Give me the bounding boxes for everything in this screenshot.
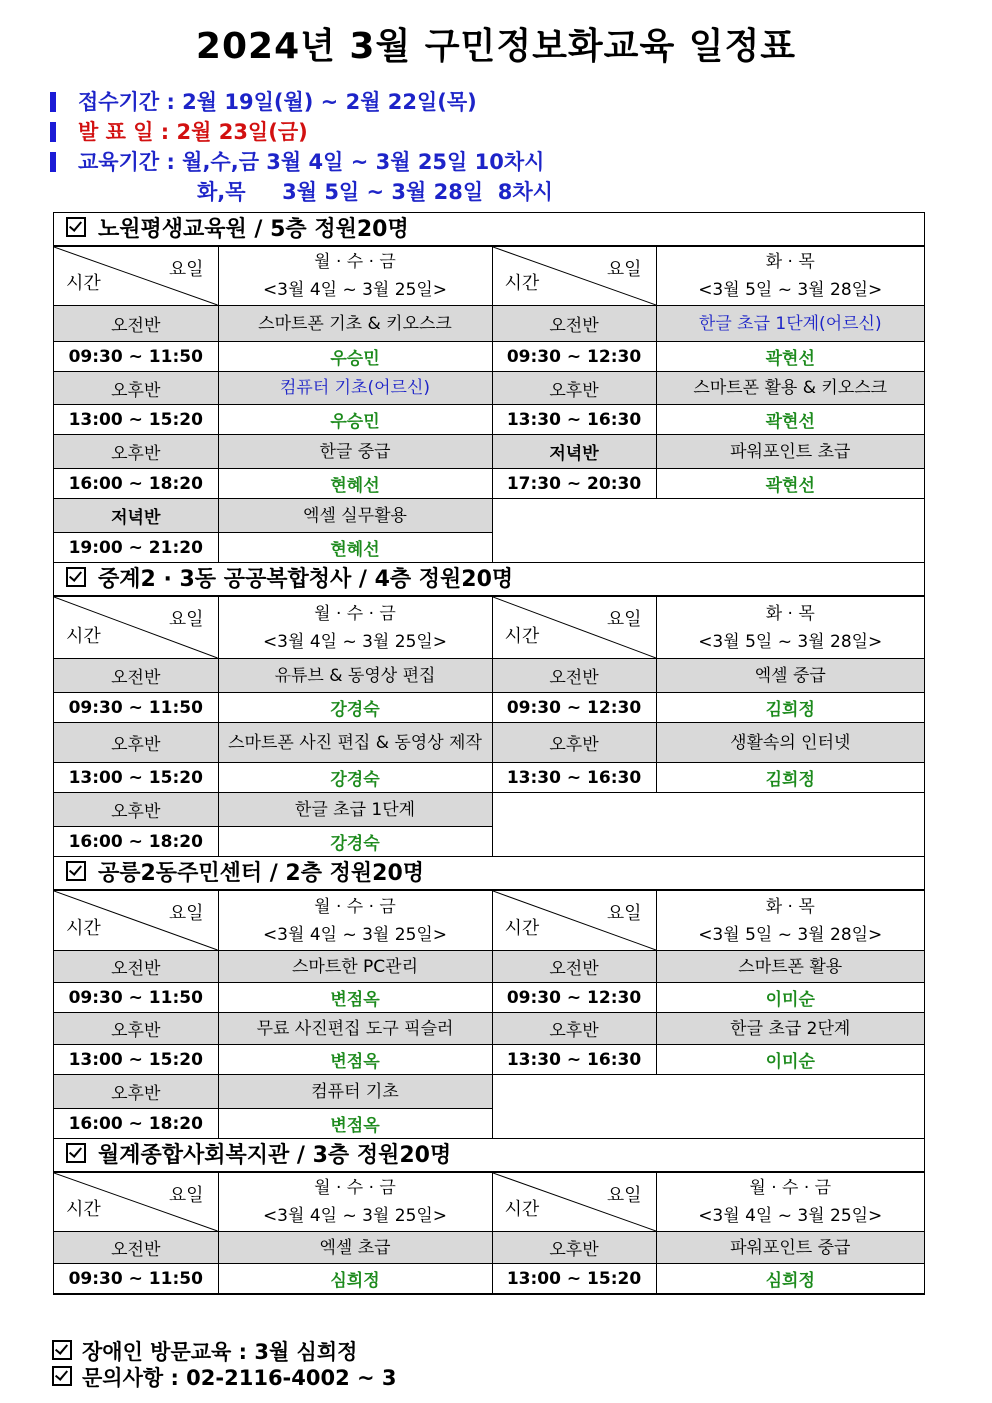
section-title xyxy=(54,1139,924,1172)
header-weekdays: 화 · 목 xyxy=(765,896,815,917)
course-name: 컴퓨터 기초 xyxy=(218,1075,492,1109)
session-label: 오후반 xyxy=(54,372,218,405)
header-corner xyxy=(492,597,656,659)
header-corner xyxy=(54,247,218,306)
header-corner xyxy=(54,597,218,659)
header-weekdays: 월 · 수 · 금 xyxy=(314,603,396,624)
instructor-name: 김희정 xyxy=(656,693,924,723)
header-days xyxy=(656,1173,924,1232)
header-weekdays: 월 · 수 · 금 xyxy=(749,1178,832,1198)
header-time-label: 시간 xyxy=(504,1199,540,1220)
empty-cell xyxy=(492,499,924,563)
course-name: 파워포인트 초급 xyxy=(656,435,924,469)
header-day-label: 요일 xyxy=(606,903,642,924)
empty-cell xyxy=(492,793,924,857)
instructor-name: 강경숙 xyxy=(218,827,492,857)
header-dates: <3월 5일 ~ 3월 28일> xyxy=(698,280,883,300)
session-label: 오전반 xyxy=(54,306,218,342)
course-name: 엑셀 중급 xyxy=(656,659,924,693)
section-name: 공릉2동주민센터 / 2층 정원20명 xyxy=(98,861,425,886)
instructor-name: 곽현선 xyxy=(656,342,924,372)
empty-cell xyxy=(492,1075,924,1139)
course-name: 한글 초급 1단계 xyxy=(218,793,492,827)
header-time-label: 시간 xyxy=(504,918,540,939)
header-corner xyxy=(54,1173,218,1232)
instructor-name: 이미순 xyxy=(656,983,924,1013)
header-dates: <3월 4일 ~ 3월 25일> xyxy=(262,631,448,652)
time-range: 09:30 ~ 12:30 xyxy=(492,693,656,723)
section xyxy=(54,1139,924,1294)
footer-visit: 장애인 방문교육 : 3월 심희정 xyxy=(52,1336,357,1366)
instructor-name: 우승민 xyxy=(218,405,492,435)
instructor-name: 곽현선 xyxy=(656,469,924,499)
section-title xyxy=(54,213,924,246)
header-dates: <3월 4일 ~ 3월 25일> xyxy=(698,1206,883,1226)
schedule-table xyxy=(53,212,925,1295)
header-day-label: 요일 xyxy=(606,1185,642,1206)
header-day-label: 요일 xyxy=(168,1185,204,1206)
course-name: 스마트폰 활용 & 키오스크 xyxy=(656,372,924,405)
session-label: 오전반 xyxy=(492,659,656,693)
header-days xyxy=(218,597,492,659)
header-days xyxy=(656,891,924,951)
time-range: 09:30 ~ 12:30 xyxy=(492,342,656,372)
header-time-label: 시간 xyxy=(66,273,101,294)
instructor-name: 강경숙 xyxy=(218,763,492,793)
header-dates: <3월 4일 ~ 3월 25일> xyxy=(262,280,448,300)
course-name: 유튜브 & 동영상 편집 xyxy=(218,659,492,693)
info-apply-period: 접수기간 : 2월 19일(월) ~ 2월 22일(목) xyxy=(50,86,477,116)
checkbox-icon xyxy=(52,1366,72,1386)
instructor-name: 심희정 xyxy=(218,1264,492,1294)
header-corner xyxy=(492,247,656,306)
time-range: 13:30 ~ 16:30 xyxy=(492,405,656,435)
section-name: 월계종합사회복지관 / 3층 정원20명 xyxy=(98,1143,452,1168)
instructor-name: 우승민 xyxy=(218,342,492,372)
instructor-name: 이미순 xyxy=(656,1045,924,1075)
session-label: 저녁반 xyxy=(492,435,656,469)
course-name: 컴퓨터 기초(어르신) xyxy=(218,372,492,405)
session-label: 오후반 xyxy=(492,1232,656,1264)
session-label: 오전반 xyxy=(54,951,218,983)
session-label: 오후반 xyxy=(54,793,218,827)
bullet-bar xyxy=(50,152,56,172)
time-range: 09:30 ~ 11:50 xyxy=(54,342,218,372)
session-label: 오후반 xyxy=(54,1013,218,1045)
course-name: 스마트한 PC관리 xyxy=(218,951,492,983)
time-range: 09:30 ~ 11:50 xyxy=(54,1264,218,1294)
course-name: 스마트폰 활용 xyxy=(656,951,924,983)
course-name: 엑셀 초급 xyxy=(218,1232,492,1264)
section xyxy=(54,213,924,563)
header-days xyxy=(218,1173,492,1232)
instructor-name: 곽현선 xyxy=(656,405,924,435)
header-corner xyxy=(54,891,218,951)
header-day-label: 요일 xyxy=(168,609,204,630)
session-label: 오전반 xyxy=(54,1232,218,1264)
course-name: 무료 사진편집 도구 픽슬러 xyxy=(218,1013,492,1045)
time-range: 19:00 ~ 21:20 xyxy=(54,533,218,563)
checkbox-icon xyxy=(66,861,86,881)
header-time-label: 시간 xyxy=(504,626,540,647)
instructor-name: 현혜선 xyxy=(218,533,492,563)
checkbox-icon xyxy=(66,567,86,587)
course-name: 파워포인트 중급 xyxy=(656,1232,924,1264)
session-label: 오후반 xyxy=(54,1075,218,1109)
session-label: 오후반 xyxy=(54,435,218,469)
header-dates: <3월 5일 ~ 3월 28일> xyxy=(698,924,883,945)
header-days xyxy=(656,247,924,306)
instructor-name: 변점옥 xyxy=(218,1109,492,1139)
time-range: 13:00 ~ 15:20 xyxy=(54,405,218,435)
section-name: 중계2 · 3동 공공복합청사 / 4층 정원20명 xyxy=(98,567,514,592)
time-range: 13:30 ~ 16:30 xyxy=(492,763,656,793)
header-weekdays: 화 · 목 xyxy=(765,603,815,624)
header-weekdays: 월 · 수 · 금 xyxy=(314,896,396,917)
header-day-label: 요일 xyxy=(168,259,204,280)
instructor-name: 변점옥 xyxy=(218,983,492,1013)
header-day-label: 요일 xyxy=(168,903,204,924)
section-title xyxy=(54,563,924,596)
time-range: 09:30 ~ 12:30 xyxy=(492,983,656,1013)
header-dates: <3월 4일 ~ 3월 25일> xyxy=(262,924,448,945)
header-days xyxy=(218,891,492,951)
instructor-name: 심희정 xyxy=(656,1264,924,1294)
info-edu-period-2: 화,목 3월 5일 ~ 3월 28일 8차시 xyxy=(197,180,553,204)
course-name: 생활속의 인터넷 xyxy=(656,723,924,763)
time-range: 13:30 ~ 16:30 xyxy=(492,1045,656,1075)
header-time-label: 시간 xyxy=(66,626,101,647)
session-label: 오후반 xyxy=(492,372,656,405)
session-label: 오전반 xyxy=(54,659,218,693)
header-dates: <3월 4일 ~ 3월 25일> xyxy=(262,1206,448,1226)
instructor-name: 현혜선 xyxy=(218,469,492,499)
info-edu-period: 교육기간 : 월,수,금 3월 4일 ~ 3월 25일 10차시 xyxy=(50,146,544,176)
time-range: 13:00 ~ 15:20 xyxy=(492,1264,656,1294)
section xyxy=(54,857,924,1139)
time-range: 09:30 ~ 11:50 xyxy=(54,693,218,723)
course-name: 스마트폰 기초 & 키오스크 xyxy=(218,306,492,342)
course-name: 한글 초급 2단계 xyxy=(656,1013,924,1045)
time-range: 16:00 ~ 18:20 xyxy=(54,1109,218,1139)
header-day-label: 요일 xyxy=(606,609,642,630)
instructor-name: 강경숙 xyxy=(218,693,492,723)
bullet-bar xyxy=(50,122,56,142)
header-weekdays: 월 · 수 · 금 xyxy=(314,252,396,272)
time-range: 13:00 ~ 15:20 xyxy=(54,763,218,793)
header-time-label: 시간 xyxy=(504,273,540,294)
checkbox-icon xyxy=(66,1143,86,1163)
time-range: 13:00 ~ 15:20 xyxy=(54,1045,218,1075)
header-days xyxy=(656,597,924,659)
section-name: 노원평생교육원 / 5층 정원20명 xyxy=(98,217,409,242)
header-dates: <3월 5일 ~ 3월 28일> xyxy=(698,631,883,652)
page-title: 2024년 3월 구민정보화교육 일정표 xyxy=(195,26,797,67)
session-label: 오후반 xyxy=(492,1013,656,1045)
header-weekdays: 월 · 수 · 금 xyxy=(314,1178,396,1198)
course-name: 스마트폰 사진 편집 & 동영상 제작 xyxy=(218,723,492,763)
header-corner xyxy=(492,891,656,951)
session-label: 오전반 xyxy=(492,951,656,983)
checkbox-icon xyxy=(52,1340,72,1360)
session-label: 오후반 xyxy=(54,723,218,763)
time-range: 16:00 ~ 18:20 xyxy=(54,827,218,857)
instructor-name: 변점옥 xyxy=(218,1045,492,1075)
section xyxy=(54,563,924,857)
time-range: 16:00 ~ 18:20 xyxy=(54,469,218,499)
header-corner xyxy=(492,1173,656,1232)
info-announce-date: 발 표 일 : 2월 23일(금) xyxy=(50,116,308,146)
course-name: 엑셀 실무활용 xyxy=(218,499,492,533)
section-title xyxy=(54,857,924,890)
header-day-label: 요일 xyxy=(606,259,642,280)
course-name: 한글 초급 1단계(어르신) xyxy=(656,306,924,342)
bullet-bar xyxy=(50,92,56,112)
session-label: 저녁반 xyxy=(54,499,218,533)
course-name: 한글 중급 xyxy=(218,435,492,469)
header-time-label: 시간 xyxy=(66,918,101,939)
session-label: 오후반 xyxy=(492,723,656,763)
header-days xyxy=(218,247,492,306)
session-label: 오전반 xyxy=(492,306,656,342)
header-weekdays: 화 · 목 xyxy=(765,252,815,272)
time-range: 17:30 ~ 20:30 xyxy=(492,469,656,499)
footer-contact: 문의사항 : 02-2116-4002 ~ 3 xyxy=(52,1362,397,1392)
header-time-label: 시간 xyxy=(66,1199,101,1220)
time-range: 09:30 ~ 11:50 xyxy=(54,983,218,1013)
instructor-name: 김희정 xyxy=(656,763,924,793)
checkbox-icon xyxy=(66,217,86,237)
